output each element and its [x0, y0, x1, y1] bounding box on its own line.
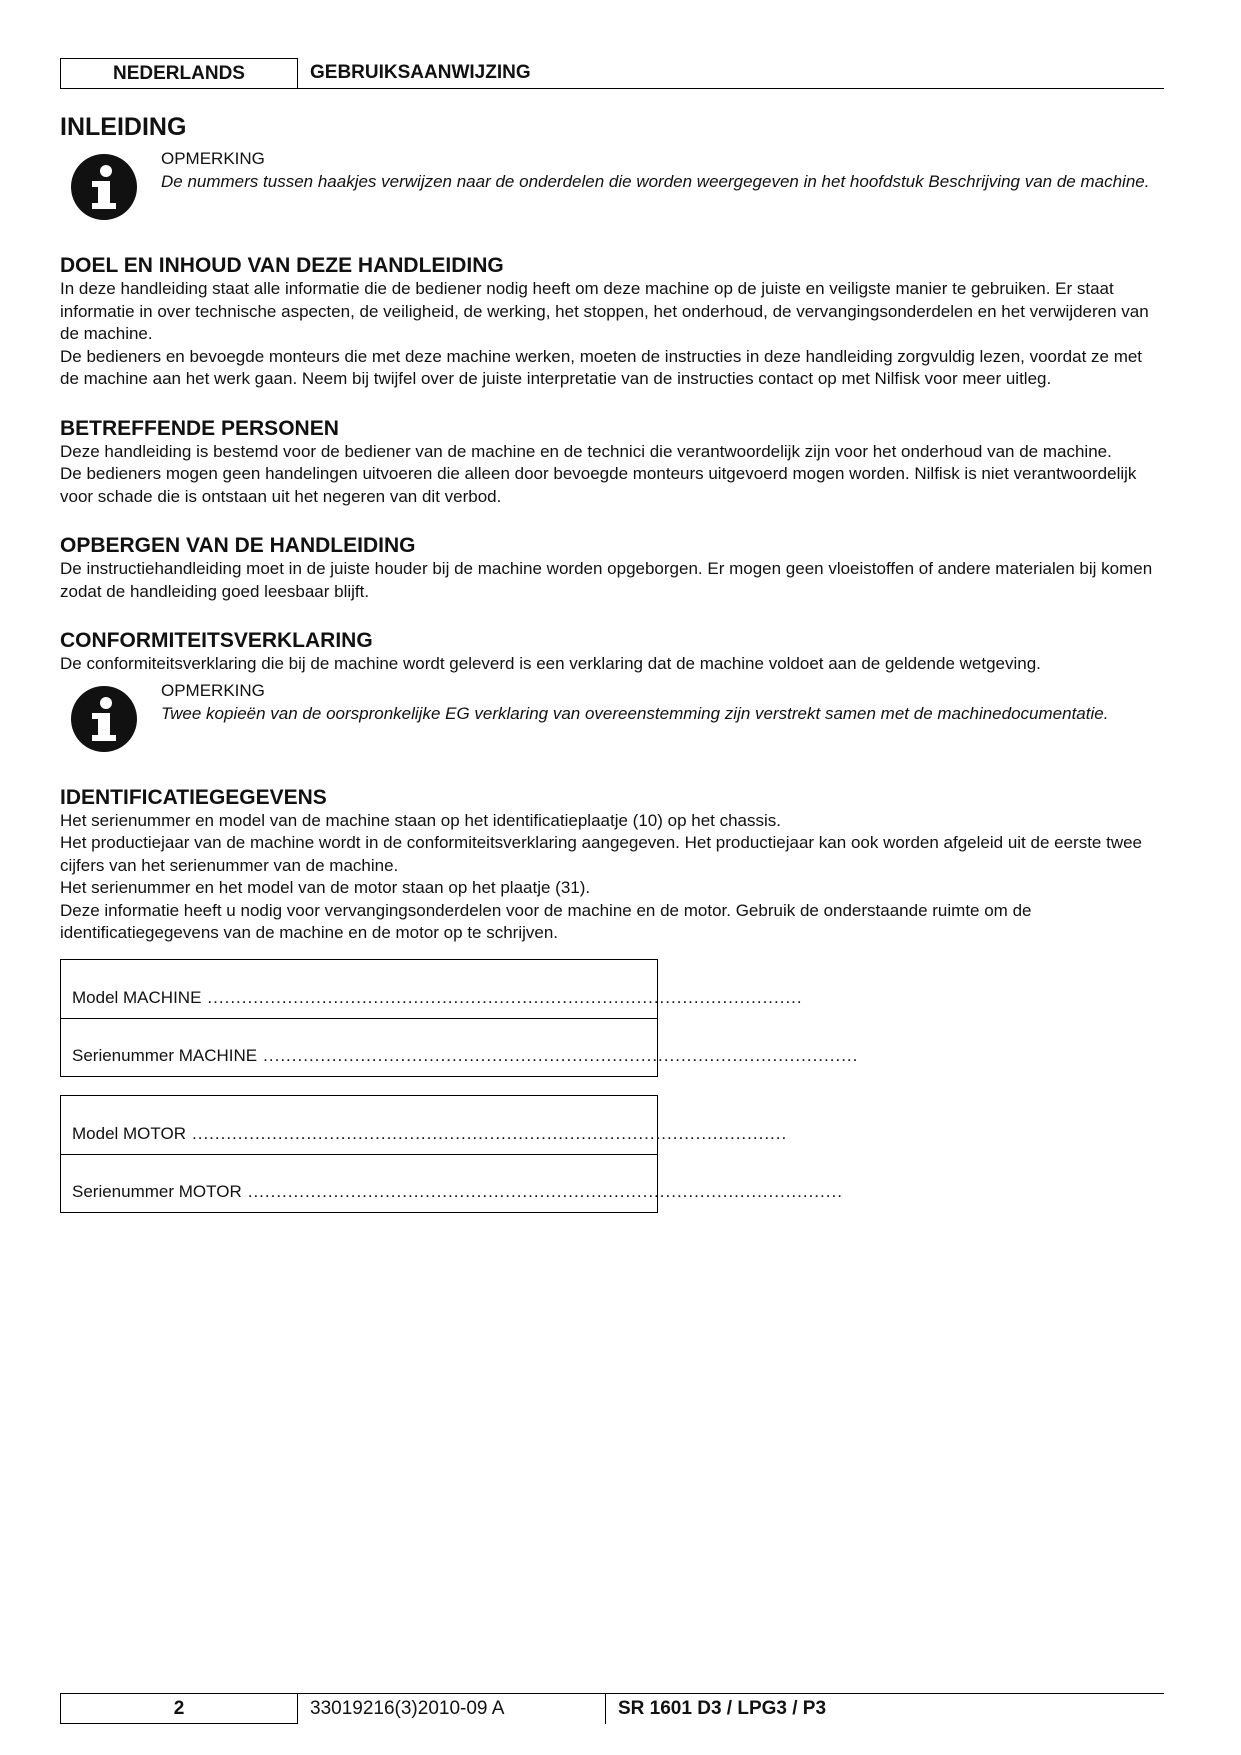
paragraph: De bedieners en bevoegde monteurs die met deze machine werken, moeten de instructies in deze handleiding zorgvuldig lezen, voordat ze met de machine aan het werk gaan. Neem bij twijfel over de juiste interpretatie van de instructies contact op met Nilfisk voor meer uitleg. [60, 346, 1143, 388]
paragraph: Het serienummer en het model van de motor staan op het plaatje (31). [60, 878, 591, 897]
paragraph: In deze handleiding staat alle informatie die de bediener nodig heeft om deze machine op de juiste en veiligste manier te gebruiken. Er staat informatie in over technische aspecten, de veiligheid, de werking, het stoppen, het onderhoud, de vervangingsonderdelen en het verwijderen van de machine. [60, 279, 1149, 343]
page-header [60, 58, 1164, 89]
note-text: Twee kopieën van de oorspronkelijke EG verklaring van overeenstemming zijn verstrekt samen met de machinedocumentatie. [161, 703, 1109, 723]
serial-motor-field[interactable] [61, 1154, 843, 1212]
paragraph: De bedieners mogen geen handelingen uitvoeren die alleen door bevoegde monteurs uitgevoerd mogen worden. Nilfisk is niet verantwoordelijk voor schade die is ontstaan uit het negeren van dit verbod. [60, 464, 1137, 506]
motor-id-box [60, 1095, 843, 1213]
note-box [60, 148, 1164, 220]
note-label: OPMERKING [161, 680, 265, 700]
paragraph: Deze handleiding is bestemd voor de bediener van de machine en de technici die verantwoordelijk zijn voor het onderhoud van de machine. [60, 441, 1112, 461]
info-icon [71, 686, 137, 752]
fill-line: ........................................................................................................ [207, 987, 803, 1007]
field-label: Serienummer MOTOR [72, 1181, 242, 1201]
page-number: 2 [60, 1694, 298, 1724]
fill-line: ........................................................................................................ [192, 1123, 788, 1143]
info-icon [71, 154, 137, 220]
paragraph: Het productiejaar van de machine wordt in de conformiteitsverklaring aangegeven. Het productiejaar kan ook worden afgeleid uit de eerste twee cijfers van het serienummer van de machine. [60, 833, 1143, 875]
section-heading-doel: DOEL EN INHOUD VAN DEZE HANDLEIDING [60, 254, 504, 277]
paragraph: De instructiehandleiding moet in de juiste houder bij de machine worden opgeborgen. Er mogen geen vloeistoffen of andere materialen bij komen zodat de handleiding goed leesbaar blijft. [60, 559, 1153, 601]
field-label: Serienummer MACHINE [72, 1045, 258, 1065]
model-motor-field[interactable] [61, 1096, 788, 1154]
field-label: Model MACHINE [72, 987, 202, 1007]
fill-line: ........................................................................................................ [247, 1181, 843, 1201]
note-box [60, 680, 1164, 752]
manual-page [60, 58, 1164, 1213]
page-title: INLEIDING [60, 113, 187, 141]
machine-model: SR 1601 D3 / LPG3 / P3 [618, 1698, 827, 1719]
machine-id-box [60, 959, 859, 1077]
serial-machine-field[interactable] [61, 1018, 859, 1076]
page-footer [60, 1693, 1164, 1724]
section-heading-identificatie: IDENTIFICATIEGEGEVENS [60, 785, 327, 809]
paragraph: Deze informatie heeft u nodig voor vervangingsonderdelen voor de machine en de motor. Gebruik de onderstaande ruimte om de identificatiegegevens van de machine en de motor op te schrijven. [60, 900, 1032, 942]
section-heading-opbergen: OPBERGEN VAN DE HANDLEIDING [60, 534, 416, 557]
paragraph: Het serienummer en model van de machine staan op het identificatieplaatje (10) op het chassis. [60, 810, 782, 830]
note-label: OPMERKING [161, 149, 265, 168]
section-heading-conformiteit: CONFORMITEITSVERKLARING [60, 629, 373, 652]
header-doc-type: GEBRUIKSAANWIJZING [310, 62, 531, 83]
section-heading-personen: BETREFFENDE PERSONEN [60, 416, 339, 440]
document-code: 33019216(3)2010-09 A [298, 1694, 606, 1724]
note-text: De nummers tussen haakjes verwijzen naar de onderdelen die worden weergegeven in het hoofdstuk Beschrijving van de machine. [161, 172, 1150, 191]
model-machine-field[interactable] [61, 960, 803, 1018]
fill-line: ........................................................................................................ [263, 1045, 859, 1065]
paragraph: De conformiteitsverklaring die bij de machine wordt geleverd is een verklaring dat de machine voldoet aan de geldende wetgeving. [60, 654, 1041, 673]
header-language: NEDERLANDS [60, 58, 298, 88]
field-label: Model MOTOR [72, 1123, 186, 1143]
